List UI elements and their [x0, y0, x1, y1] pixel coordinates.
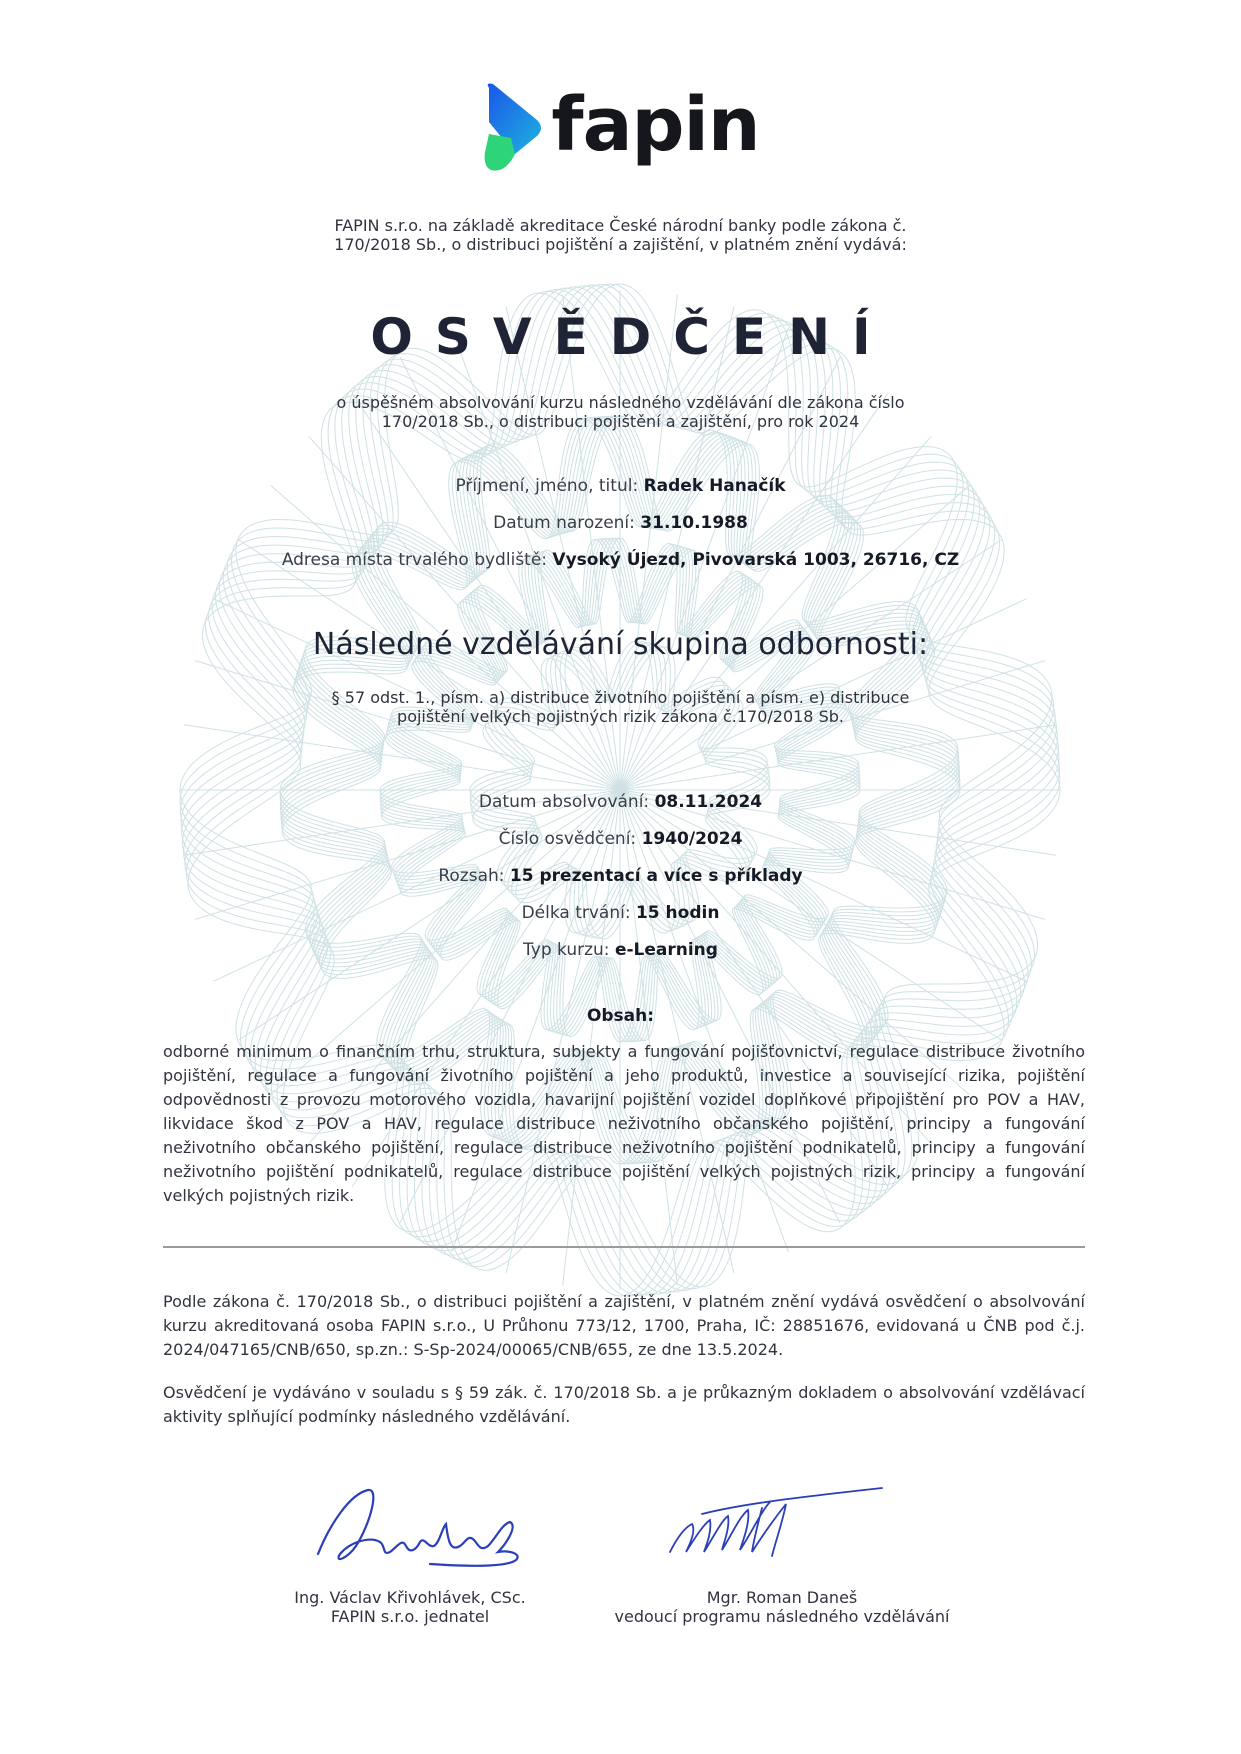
left-signer: [240, 1588, 580, 1626]
number-label: Číslo osvědčení:: [498, 829, 637, 849]
left-signer-role: FAPIN s.r.o. jednatel: [330, 1607, 490, 1626]
divider: [163, 1246, 1085, 1248]
address-label: Adresa místa trvalého bydliště:: [281, 550, 548, 570]
fapin-logo-icon: [481, 82, 545, 174]
duration-value: 15 hodin: [635, 903, 720, 923]
legal-paragraph-1: Podle zákona č. 170/2018 Sb., o distribuci pojištění a zajištění, v platném znění vydává osvědčení o absolvování kurzu akreditovaná osoba FAPIN s.r.o., U Průhonu 773/12, 1700, Praha, IČ: 28851676, evidovaná u ČNB pod č.j. 2024/047165/CNB/650, sp.zn.: S-Sp-2024/00065/CNB/655, ze dne 13.5.2024.: [163, 1292, 1085, 1359]
type-value: e-Learning: [614, 940, 718, 960]
right-signature: [662, 1480, 892, 1570]
address-value: Vysoký Újezd, Pivovarská 1003, 26716, CZ: [552, 550, 960, 570]
scope-value: 15 prezentací a více s příklady: [509, 866, 803, 886]
number-field: [0, 829, 1241, 849]
name-value: Radek Hanačík: [643, 476, 786, 496]
group-description: [0, 688, 1241, 726]
right-signer: [572, 1588, 992, 1626]
date-value: 08.11.2024: [654, 792, 763, 812]
scope-label: Rozsah:: [438, 866, 505, 886]
group-line-1: § 57 odst. 1., písm. a) distribuce životního pojištění a písm. e) distribuce: [331, 688, 910, 707]
intro-text: [0, 216, 1241, 254]
duration-label: Délka trvání:: [521, 903, 631, 923]
right-signer-name: Mgr. Roman Daneš: [706, 1588, 858, 1607]
birth-label: Datum narození:: [493, 513, 635, 533]
birth-value: 31.10.1988: [640, 513, 748, 533]
subtitle-line-2: 170/2018 Sb., o distribuci pojištění a zajištění, pro rok 2024: [381, 412, 860, 431]
name-label: Příjmení, jméno, titul:: [455, 476, 639, 496]
birth-field: [0, 513, 1241, 533]
scope-field: [0, 866, 1241, 886]
content-text: odborné minimum o finančním trhu, struktura, subjekty a fungování pojišťovnictví, regulace distribuce životního pojištění, regulace a fungování životního pojištění a jeho produktů, investice a související rizika, pojištění odpovědnosti z provozu motorového vozidla, havarijní pojištění vozidel doplňkové připojištění pro POV a HAV, likvidace škod z POV a HAV, regulace distribuce neživotního občanského pojištění, principy a fungování neživotního občanského pojištění, regulace distribuce neživotního pojištění podnikatelů, principy a fungování neživotního pojištění podnikatelů, regulace distribuce pojištění velkých pojistných rizik, principy a fungování velkých pojistných rizik.: [163, 1042, 1085, 1205]
left-signer-name: Ing. Václav Křivohlávek, CSc.: [294, 1588, 526, 1607]
right-signer-role: vedoucí programu následného vzdělávání: [614, 1607, 950, 1626]
date-label: Datum absolvování:: [478, 792, 650, 812]
certificate-title: OSVĚDČENÍ: [370, 308, 893, 366]
name-field: [0, 476, 1241, 496]
group-heading: Následné vzdělávání skupina odbornosti:: [312, 627, 929, 662]
duration-field: [0, 903, 1241, 923]
type-label: Typ kurzu:: [523, 940, 610, 960]
number-value: 1940/2024: [641, 829, 743, 849]
intro-line-2: 170/2018 Sb., o distribuci pojištění a zajištění, v platném znění vydává:: [334, 235, 907, 254]
legal-paragraph-2: Osvědčení je vydáváno v souladu s § 59 zák. č. 170/2018 Sb. a je průkazným dokladem o absolvování vzdělávací aktivity splňující podmínky následného vzdělávání.: [163, 1383, 1085, 1426]
date-field: [0, 792, 1241, 812]
brand-name: fapin: [551, 82, 760, 168]
content-title: Obsah:: [586, 1006, 655, 1026]
certificate-subtitle: [0, 393, 1241, 431]
subtitle-line-1: o úspěšném absolvování kurzu následného vzdělávání dle zákona číslo: [336, 393, 905, 412]
fapin-logo: [0, 82, 1241, 174]
type-field: [0, 940, 1241, 960]
intro-line-1: FAPIN s.r.o. na základě akreditace České národní banky podle zákona č.: [334, 216, 907, 235]
address-field: [0, 550, 1241, 570]
group-line-2: pojištění velkých pojistných rizik zákona č.170/2018 Sb.: [397, 707, 844, 726]
left-signature: [310, 1484, 540, 1574]
